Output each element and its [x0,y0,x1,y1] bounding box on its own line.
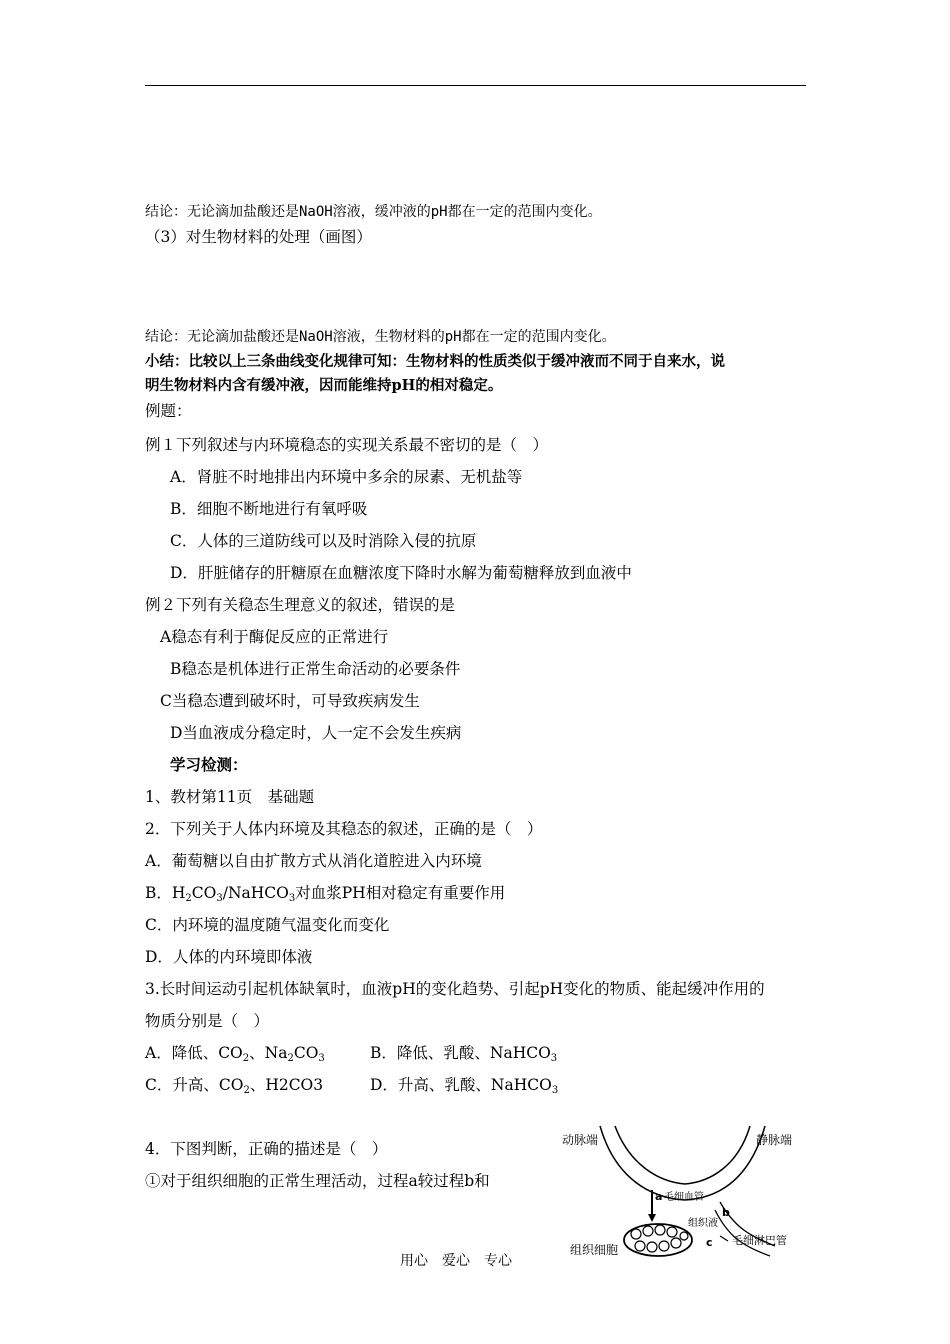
arrow-a-head-icon [648,1214,656,1222]
tissue-fluid-label: 组织液 [688,1218,718,1229]
capillary-outer-wall [600,1126,765,1200]
example-2-option-b: B稳态是机体进行正常生命活动的必要条件 [170,660,461,678]
test-q3-option-d: D．升高、乳酸、NaHCO$_3$ [370,1076,559,1096]
tissue-cells-label: 组织细胞 [570,1243,619,1257]
example-1-option-b: B．细胞不断地进行有氧呼吸 [170,500,368,518]
examples-heading: 例题： [145,402,192,420]
example-2-option-a: A稳态有利于酶促反应的正常进行 [160,628,389,646]
step-3-heading: （3）对生物材料的处理（画图） [145,228,372,246]
capillary-label: 毛细血管 [664,1192,704,1203]
label-b: b [722,1206,730,1219]
summary-line-1: 小结：比较以上三条曲线变化规律可知：生物材料的性质类似于缓冲液而不同于自来水，说 [145,353,725,370]
test-q2-option-d: D．人体的内环境即体液 [145,948,313,966]
example-1-option-a: A．肾脏不时地排出内环境中多余的尿素、无机盐等 [170,468,523,486]
vein-end-label: 静脉端 [756,1133,793,1147]
test-q2-option-a: A．葡萄糖以自由扩散方式从消化道腔进入内环境 [145,852,482,870]
example-2-option-c: C当稳态遭到破坏时，可导致疾病发生 [160,692,420,710]
test-q3-option-b: B．降低、乳酸、NaHCO$_3$ [370,1044,558,1064]
label-c: c [706,1236,713,1249]
test-q2-option-b: B．$H_2CO_3/NaHCO_3$对血浆PH相对稳定有重要作用 [145,884,506,904]
lymph-capillary-label: 毛细淋巴管 [732,1234,787,1247]
summary-line-2: 明生物材料内含有缓冲液，因而能维持pH的相对稳定。 [145,377,503,394]
test-heading: 学习检测： [170,755,248,774]
conclusion-biomaterial: 结论：无论滴加盐酸还是NaOH溶液，生物材料的pH都在一定的范围内变化。 [145,329,616,345]
example-1-option-d: D．肝脏储存的肝糖原在血糖浓度下降时水解为葡萄糖释放到血液中 [170,564,632,582]
artery-end-label: 动脉端 [562,1133,599,1147]
arrow-c-icon [720,1236,728,1241]
test-q3-stem-line-1: 3.长时间运动引起机体缺氧时，血液pH的变化趋势、引起pH变化的物质、能起缓冲作用的 [145,980,765,998]
test-q3-option-a: A．降低、$CO_2$、$Na_2CO_3$ [145,1044,325,1064]
test-q3-option-c: C．升高、$CO_2$、H2CO3 [145,1076,324,1096]
header-rule [145,85,806,86]
test-q4-item-1: ①对于组织细胞的正常生理活动，过程a较过程b和 [145,1172,490,1190]
test-q3-stem-line-2: 物质分别是（ ） [145,1012,270,1030]
test-q2-option-c: C．内环境的温度随气温变化而变化 [145,916,390,934]
test-q2-stem: 2．下列关于人体内环境及其稳态的叙述，正确的是（ ） [145,820,543,838]
capillary-diagram [560,1118,810,1268]
capillary-inner-wall [615,1126,750,1184]
page-footer: 用心 爱心 专心 [400,1253,512,1269]
test-q4-stem: 4．下图判断，正确的描述是（ ） [145,1140,388,1158]
example-1-stem: 例１下列叙述与内环境稳态的实现关系最不密切的是（ ） [145,436,549,454]
label-a: a [655,1190,663,1203]
example-1-option-c: C．人体的三道防线可以及时消除入侵的抗原 [170,532,477,550]
test-q1: 1、教材第11页 基础题 [145,788,315,806]
conclusion-buffer: 结论：无论滴加盐酸还是NaOH溶液，缓冲液的pH都在一定的范围内变化。 [145,204,602,220]
example-2-stem: 例２下列有关稳态生理意义的叙述，错误的是 [145,596,456,614]
example-2-option-d: D当血液成分稳定时，人一定不会发生疾病 [170,724,462,742]
